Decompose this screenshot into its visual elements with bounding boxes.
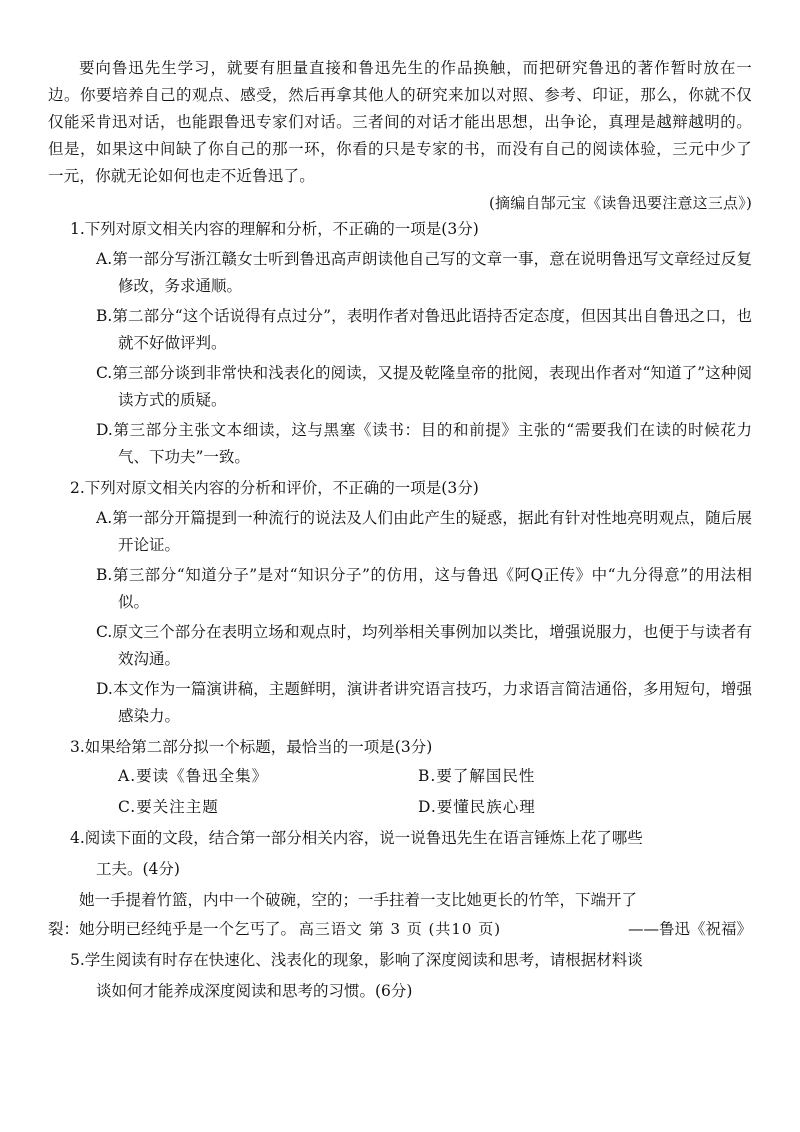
question-1: [48, 216, 752, 471]
question-2-option-c: C.原文三个部分在表明立场和观点时，均列举相关事例加以类比，增强说服力，也便于与读者有效沟通。: [96, 623, 752, 668]
question-3-option-b: B.要了解国民性: [418, 767, 536, 785]
question-3: [48, 734, 752, 821]
question-list: [48, 212, 752, 1005]
page-footer: 高三语文 第 3 页 (共10 页): [298, 920, 502, 938]
question-1-stem: 1.下列对原文相关内容的理解和分析，不正确的一项是(3分): [70, 220, 479, 238]
question-3-option-a: A.要读《鲁迅全集》: [118, 767, 269, 785]
question-2: [48, 475, 752, 730]
reading-passage: [48, 55, 752, 217]
question-1-option-d: D.第三部分主张文本细读，这与黑塞《读书：目的和前提》主张的“需要我们在读的时候花力气、下功夫”一致。: [96, 421, 752, 466]
question-2-option-b: B.第三部分“知道分子”是对“知识分子”的仿用，这与鲁迅《阿Q正传》中“九分得意”的用法相似。: [96, 566, 752, 611]
question-4-quote-end: 裂：她分明已经纯乎是一个乞丐了。: [48, 920, 297, 938]
question-1-option-b: B.第二部分“这个话说得有点过分”，表明作者对鲁迅此语持否定态度，但因其出自鲁迅之口，也就不好做评判。: [96, 307, 752, 352]
question-3-option-c: C.要关注主题: [118, 798, 219, 816]
question-2-option-a: A.第一部分开篇提到一种流行的说法及人们由此产生的疑惑，据此有针对性地亮明观点，随后展开论证。: [96, 509, 752, 554]
question-5-stem: 5.学生阅读有时存在快速化、浅表化的现象，影响了深度阅读和思考，请根据材料谈: [70, 951, 643, 969]
question-4-quote: 她一手提着竹篮，内中一个破碗，空的；一手拄着一支比她更长的竹竿，下端开了: [79, 891, 638, 909]
question-5-stem-continued: 谈如何才能养成深度阅读和思考的习惯。(6分): [96, 982, 413, 1000]
question-3-stem: 3.如果给第二部分拟一个标题，最恰当的一项是(3分): [70, 738, 433, 756]
question-1-option-a: A.第一部分写浙江赣女士听到鲁迅高声朗读他自己写的文章一事，意在说明鲁迅写文章经过反复修改，务求通顺。: [96, 250, 752, 295]
passage-source: (摘编自郜元宝《读鲁迅要注意这三点》): [488, 194, 752, 212]
question-5: [48, 947, 752, 1005]
question-2-option-d: D.本文作为一篇演讲稿，主题鲜明，演讲者讲究语言技巧，力求语言简洁通俗，多用短句，增强感染力。: [96, 680, 752, 725]
question-1-option-c: C.第三部分谈到非常快和浅表化的阅读，又提及乾隆皇帝的批阅，表现出作者对“知道了”这种阅读方式的质疑。: [96, 364, 752, 409]
question-4-stem: 4.阅读下面的文段，结合第一部分相关内容，说一说鲁迅先生在语言锤炼上花了哪些: [70, 829, 643, 847]
question-2-stem: 2.下列对原文相关内容的分析和评价，不正确的一项是(3分): [70, 479, 479, 497]
question-3-option-d: D.要懂民族心理: [418, 798, 536, 816]
question-4-quote-source: ——鲁迅《祝福》: [627, 920, 752, 938]
question-4-stem-continued: 工夫。(4分): [96, 860, 180, 878]
passage-paragraph: 要向鲁迅先生学习，就要有胆量直接和鲁迅先生的作品换触，而把研究鲁迅的著作暂时放在一边。你要培养自己的观点、感受，然后再拿其他人的研究来加以对照、参考、印证，那么，你就不仅仅能采肯迅对话，也能跟鲁迅专家们对话。三者间的对话才能出思想，出争论，真理是越辩越明的。但是，如果这中间缺了你自己的那一环，你看的只是专家的书，而没有自己的阅读体验，三元中少了一元，你就无论如何也走不近鲁迅了。: [48, 59, 752, 185]
question-3-options: [70, 763, 752, 821]
